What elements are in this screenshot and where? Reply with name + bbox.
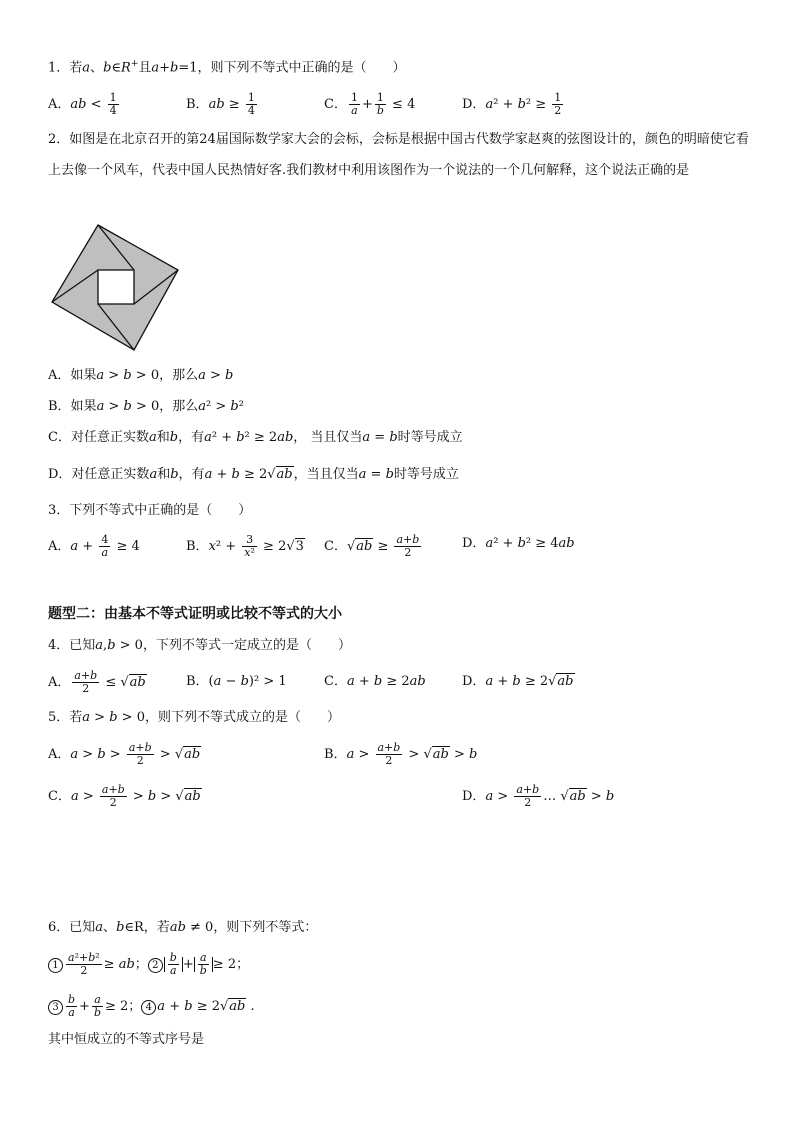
q1-stem: 1．若a、b∈R+且a+b=1，则下列不等式中正确的是（ ） xyxy=(48,59,406,76)
q1-option-d: D．a² + b² ≥ $\frac{1}{2}$ xyxy=(462,91,562,117)
section-2-heading: 题型二：由基本不等式证明或比较不等式的大小 xyxy=(48,606,342,622)
q1-option-c: C． $\frac{1}{a}$ + $\frac{1}{b}$ ≤ 4 xyxy=(324,91,416,117)
q5-stem: 5．若a > b > 0，则下列不等式成立的是（ ） xyxy=(48,710,340,725)
q6-tail: 其中恒成立的不等式序号是 xyxy=(48,1032,205,1047)
q6-items-2: 3 $\frac{b}{a}$ + $\frac{a}{b}$ ≥ 2； 4 a + b ≥ 2√ab . xyxy=(48,994,255,1019)
q4-option-d: D．a + b ≥ 2√ab xyxy=(462,674,574,689)
q2-option-a: A．如果a > b > 0，那么a > b xyxy=(48,368,234,383)
q2-option-c: C．对任意正实数a和b，有a² + b² ≥ 2ab， 当且仅当a = b时等号成立 xyxy=(48,430,463,445)
q3-option-b: B．x² + $\frac{3}{\text{x²}}$ ≥ 2√3 xyxy=(186,533,304,559)
q2-option-b: B．如果a > b > 0，那么a² > b² xyxy=(48,399,244,414)
q1-option-b: B．ab ≥ $\frac{1}{4}$ xyxy=(186,91,255,117)
q5-option-d: D．a > $\frac{a+b}{2}$ … √ab > b xyxy=(462,783,615,809)
q4-option-a: A． $\frac{a+b}{2}$ ≤ √ab xyxy=(48,669,146,695)
q5-option-b: B．a > $\frac{a+b}{2}$ > √ab > b xyxy=(324,741,478,767)
q4-option-c: C．a + b ≥ 2ab xyxy=(324,674,426,689)
q1-option-a: A．ab < $\frac{1}{4}$ xyxy=(48,91,117,117)
q4-option-b: B．(a − b)² > 1 xyxy=(186,674,287,689)
figure-inner-square xyxy=(98,270,134,304)
q5-option-c: C．a > $\frac{a+b}{2}$ > b > √ab xyxy=(48,783,201,809)
q4-stem: 4．已知a,b > 0，下列不等式一定成立的是（ ） xyxy=(48,638,351,653)
q3-stem: 3．下列不等式中正确的是（ ） xyxy=(48,503,252,518)
q6-stem: 6．已知a、b∈R，若ab ≠ 0，则下列不等式： xyxy=(48,920,318,935)
q2-option-d: D．对任意正实数a和b，有a + b ≥ 2√ab，当且仅当a = b时等号成立 xyxy=(48,467,459,482)
q3-option-a: A．a + $\frac{4}{a}$ ≥ 4 xyxy=(48,533,140,559)
q5-option-a: A．a > b > $\frac{a+b}{2}$ > √ab xyxy=(48,741,201,767)
q3-option-d: D．a² + b² ≥ 4ab xyxy=(462,536,575,551)
zhao-shuang-figure xyxy=(48,220,184,356)
q3-option-c: C．√ab ≥ $\frac{a+b}{2}$ xyxy=(324,533,420,559)
q6-items-1: 1 $\frac{\text{a²+b²}}{2}$ ≥ ab； 2 $\frac{b}{a}$ + $\frac{a}{b}$ ≥ 2； xyxy=(48,952,249,977)
q2-stem: 2．如图是在北京召开的第24届国际数学家大会的会标，会标是根据中国古代数学家赵爽的弦图设计的，颜色的明暗使它看上去像一个风车，代表中国人民热情好客.我们教材中利用该图作为一个说法的一个几何解释，这个说法正确的是 xyxy=(48,132,749,178)
